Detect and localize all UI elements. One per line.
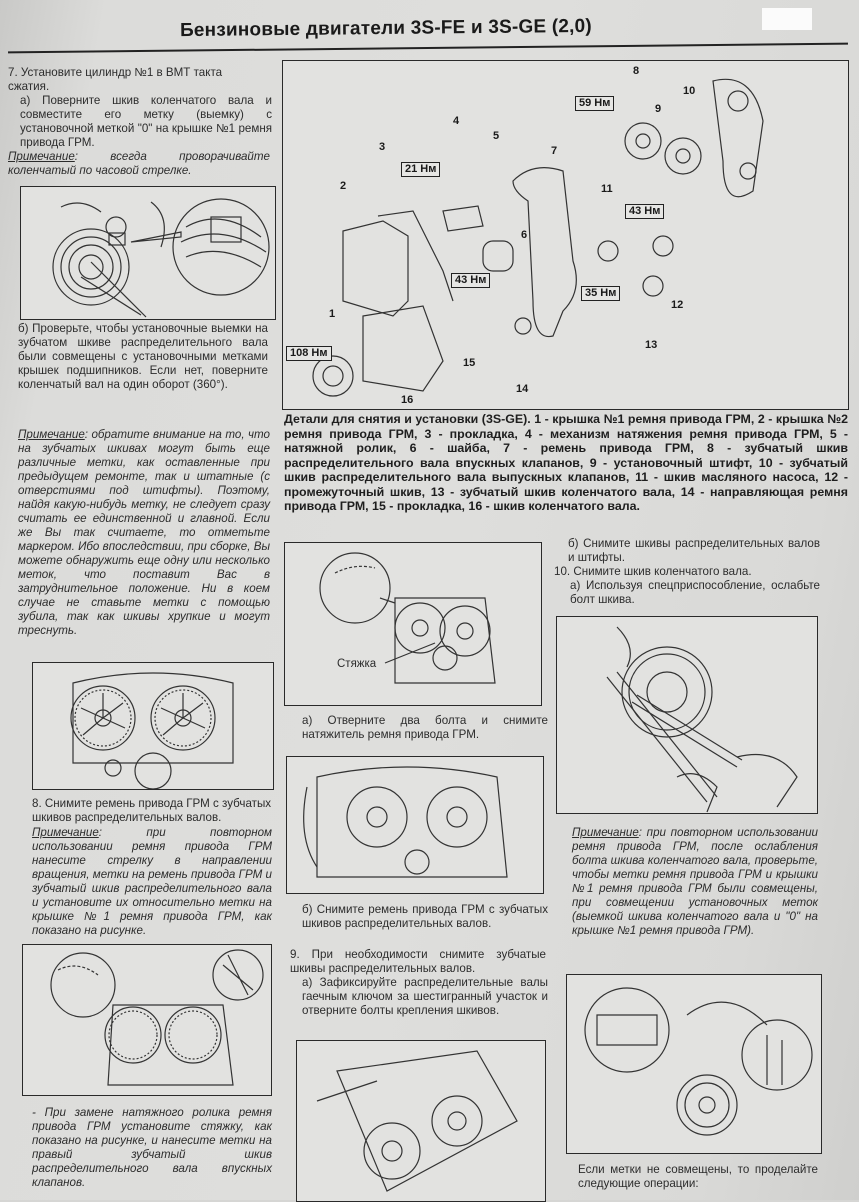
crank-bolt-loosen-illustration [557, 617, 817, 813]
figure-exploded-timing-diagram [282, 60, 849, 410]
part-number: 11 [601, 183, 613, 195]
pulley-8 [625, 123, 661, 159]
step9-a: а) Зафиксируйте распределительные валы гаечным ключом за шестигранный участок и отверните болты крепления шкивов. [302, 976, 548, 1017]
note-label: Примечание [572, 826, 639, 839]
part-number: 5 [493, 130, 500, 142]
header-rule [8, 43, 848, 54]
note-text: : обратите внимание на то, что на зубчатых шкивах могут быть еще различные метки, как оставленные при предыдущем ремонте, так и штатные (с отверстиями под штифты). Поэтому, найдя какую-нибудь метку, не следует сразу считать ее единственной и главной. Если же Вы так считаете, то отметьте маркером. Ибо впоследствии, при сборке, Вы можете обнаружить еще одну или несколько меток, что поставит Вас в затруднительное положение. Ни в коем случае не ставьте метки с помощью зубила, так как шкивы хрупкие и могут треснуть. [18, 428, 270, 637]
pulley-13 [643, 276, 663, 296]
step7-note [8, 150, 270, 178]
part-number: 15 [463, 357, 476, 369]
timing-belt-parts-illustration [283, 61, 848, 409]
step7-heading: 7. Установите цилиндр №1 в ВМТ такта сжатия. [8, 66, 223, 93]
note-label: Примечание [18, 428, 85, 441]
tensioner-note: - При замене натяжного ролика ремня привода ГРМ установите стяжку, как показано на рисунке, и нанесите метки на правый зубчатый шкив распределительного вала впускных клапанов. [32, 1106, 272, 1189]
part-number: 3 [379, 141, 386, 153]
part-number: 10 [683, 85, 696, 97]
camshaft-pulleys-illustration [33, 663, 273, 789]
pulley-12 [653, 236, 673, 256]
torque-label: 35 Нм [581, 286, 620, 301]
note-text: : при повторном использовании ремня привода ГРМ нанесите стрелку в направлении вращения, метки на ремень привода ГРМ и зубчатый шкив распределительного вала и установите их относительно метки на крышке №1 ремня привода ГРМ, как показано на рисунке. [32, 826, 272, 937]
note-label: Примечание [32, 826, 99, 839]
camshaft-bolts-illustration [297, 1041, 545, 1201]
guide-14 [515, 318, 531, 334]
crankshaft-pulley-illustration [21, 187, 275, 319]
cover-1 [363, 306, 443, 391]
note-text: : при повторном использовании ремня привода ГРМ, после ослабления болта шкива коленчатого вала, проверьте, чтобы метки ремня привода ГРМ и крышки №1 ремня привода ГРМ были совмещены, при совмещении установочных меток (выемкой шкива коленчатого вала и "0" на крышке №1 ремня привода ГРМ). [572, 826, 818, 937]
figure-crank-bolt-loosen [556, 616, 818, 814]
diagram-caption: Детали для снятия и установки (3S-GE). 1 - крышка №1 ремня привода ГРМ, 2 - крышка №2 ремня привода ГРМ, 3 - прокладка, 4 - механизм натяжения ремня привода ГРМ, 5 - натяжной ролик, 6 - шайба, 7 - ремень привода ГРМ, 8 - зубчатый шкив распределительного вала впускных клапанов, 9 - установочный штифт, 10 - зубчатый шкив распределительного вала выпускных клапанов, 11 - шкив масляного насоса, 12 - промежуточный шкив, 13 - зубчатый шкив коленчатого вала, 14 - направляющая ремня привода ГРМ, 15 - прокладка, 16 - шкив коленчатого вала. [284, 412, 848, 513]
part-number: 6 [521, 229, 528, 241]
figure-belt-marks [22, 944, 272, 1096]
part-number: 4 [453, 115, 460, 127]
torque-label: 43 Нм [451, 273, 490, 288]
crank-marks-illustration [567, 975, 821, 1153]
belt-7 [513, 168, 576, 337]
figure-tie-strap [284, 542, 542, 706]
step7-b: б) Проверьте, чтобы установочные выемки на зубчатом шкиве распределительного вала были совмещены с установочными метками крышек подшипников. Если нет, поверните коленчатый вал на один оборот (360°). [18, 322, 268, 391]
note-text: : всегда проворачивайте коленчатый по часовой стрелке. [8, 150, 270, 177]
part-number: 7 [551, 145, 558, 157]
part-number: 2 [340, 180, 347, 192]
tie-strap-label: Стяжка [337, 658, 377, 670]
figure-belt-removal [286, 756, 544, 894]
roller-5 [483, 241, 513, 271]
tie-strap-illustration [285, 543, 541, 705]
torque-label: 59 Нм [575, 96, 614, 111]
part-number: 1 [329, 308, 336, 320]
torque-label: 108 Нм [286, 346, 332, 361]
step9-b: б) Снимите шкивы распределительных валов и штифты. [568, 537, 820, 564]
step10-a: а) Используя спецприспособление, ослабьте болт шкива. [570, 579, 820, 606]
final-instruction: Если метки не совмещены, то проделайте следующие операции: [578, 1163, 818, 1190]
step8-heading: 8. Снимите ремень привода ГРМ с зубчатых шкивов распределительных валов. [32, 797, 272, 824]
pulley-16 [313, 356, 353, 396]
tensioner-4 [443, 206, 483, 231]
figure-camshaft-bolts [296, 1040, 546, 1202]
belt-marks-illustration [23, 945, 271, 1095]
part-number: 9 [655, 103, 662, 115]
belt-removal-illustration [287, 757, 543, 893]
step9-heading: 9. При необходимости снимите зубчатые шкивы распределительных валов. [290, 948, 546, 975]
part-number: 14 [516, 383, 529, 395]
part-number: 12 [671, 299, 684, 311]
figure-crank-marks [566, 974, 822, 1154]
step7-note2 [18, 428, 270, 638]
figure-crankshaft-mark [20, 186, 276, 320]
step10-note [572, 826, 818, 938]
part-number: 16 [401, 394, 414, 406]
page-title: Бензиновые двигатели 3S-FE и 3S-GE (2,0) [179, 15, 593, 42]
note-label: Примечание [8, 150, 75, 163]
pulley-11 [598, 241, 618, 261]
torque-label: 21 Нм [401, 162, 440, 177]
pulley-10 [665, 138, 701, 174]
cover-2 [343, 221, 408, 316]
part-number: 13 [645, 339, 658, 351]
step8-note [32, 826, 272, 938]
part-number: 8 [633, 65, 640, 77]
step8-b: б) Снимите ремень привода ГРМ с зубчатых шкивов распределительных валов. [302, 903, 548, 930]
torque-label: 43 Нм [625, 204, 664, 219]
page-number-mask [762, 8, 812, 30]
step10-heading: 10. Снимите шкив коленчатого вала. [554, 565, 752, 578]
figure-camshaft-pulleys [32, 662, 274, 790]
step8-a: а) Отверните два болта и снимите натяжитель ремня привода ГРМ. [302, 714, 548, 741]
step7-a: а) Поверните шкив коленчатого вала и совместите его метку (выемку) с установочной меткой "0" на крышке №1 ремня привода ГРМ. [20, 94, 272, 149]
